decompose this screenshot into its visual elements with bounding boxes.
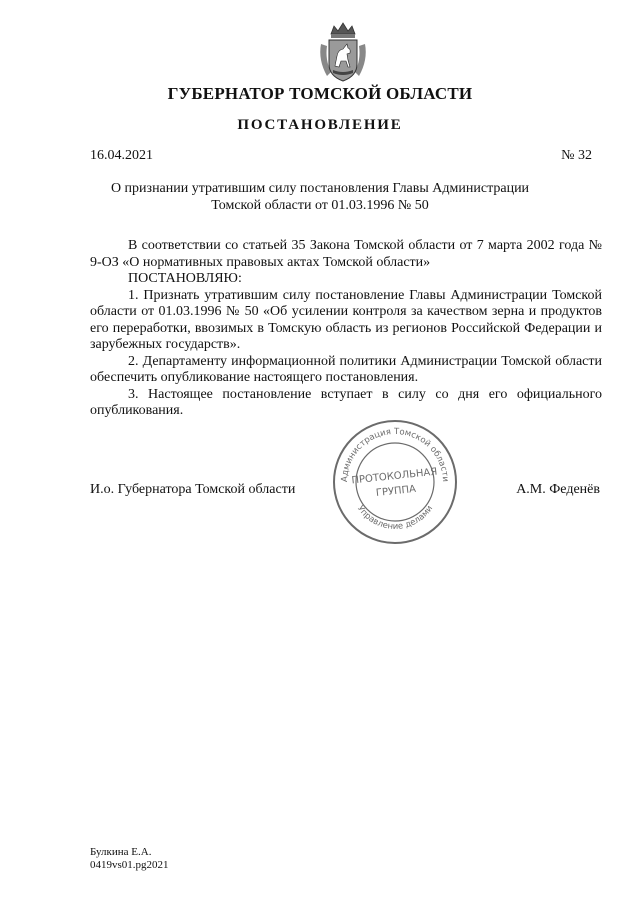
subject-line-2: Томской области от 01.03.1996 № 50	[211, 198, 429, 213]
svg-text:ПРОТОКОЛЬНАЯ: ПРОТОКОЛЬНАЯ	[351, 466, 438, 487]
signatory-name: А.М. Феденёв	[516, 482, 600, 497]
authority-title: ГУБЕРНАТОР ТОМСКОЙ ОБЛАСТИ	[167, 84, 473, 103]
item-3-paragraph: 3. Настоящее постановление вступает в силу со дня его официального опубликования.	[90, 386, 602, 418]
svg-text:Управление делами: Управление делами	[354, 503, 436, 532]
executor-name: Булкина Е.А.	[90, 846, 152, 858]
document-body	[90, 238, 602, 420]
file-reference: 0419vs01.pg2021	[90, 859, 169, 871]
signatory-position: И.о. Губернатора Томской области	[90, 482, 296, 497]
decree-word: ПОСТАНОВЛЯЮ:	[128, 271, 242, 286]
document-date: 16.04.2021	[90, 148, 153, 163]
document-type: ПОСТАНОВЛЕНИЕ	[237, 117, 403, 133]
tomsk-coat-of-arms-icon	[317, 20, 369, 84]
item-2-paragraph: 2. Департаменту информационной политики Администрации Томской области обеспечить опубликование настоящего постановления.	[90, 353, 602, 385]
svg-text:Администрация Томской области: Администрация Томской области	[339, 426, 451, 483]
item-1-paragraph: 1. Признать утратившим силу постановление Главы Администрации Томской области от 01.03.1996 № 50 «Об усилении контроля за качеством зерна и продуктов его переработки, ввозимых в Томскую область из регионов Российской Федерации и зарубежных государств».	[90, 287, 602, 352]
document-subject	[0, 180, 640, 214]
protocol-group-stamp	[331, 418, 459, 546]
document-footer	[90, 846, 169, 872]
preamble-paragraph: В соответствии со статьей 35 Закона Томской области от 7 марта 2002 года № 9-ОЗ «О нормативных правовых актах Томской области»	[90, 238, 602, 270]
document-number: № 32	[561, 148, 592, 163]
subject-line-1: О признании утратившим силу постановления Главы Администрации	[110, 181, 530, 196]
svg-text:ГРУППА: ГРУППА	[375, 483, 417, 500]
